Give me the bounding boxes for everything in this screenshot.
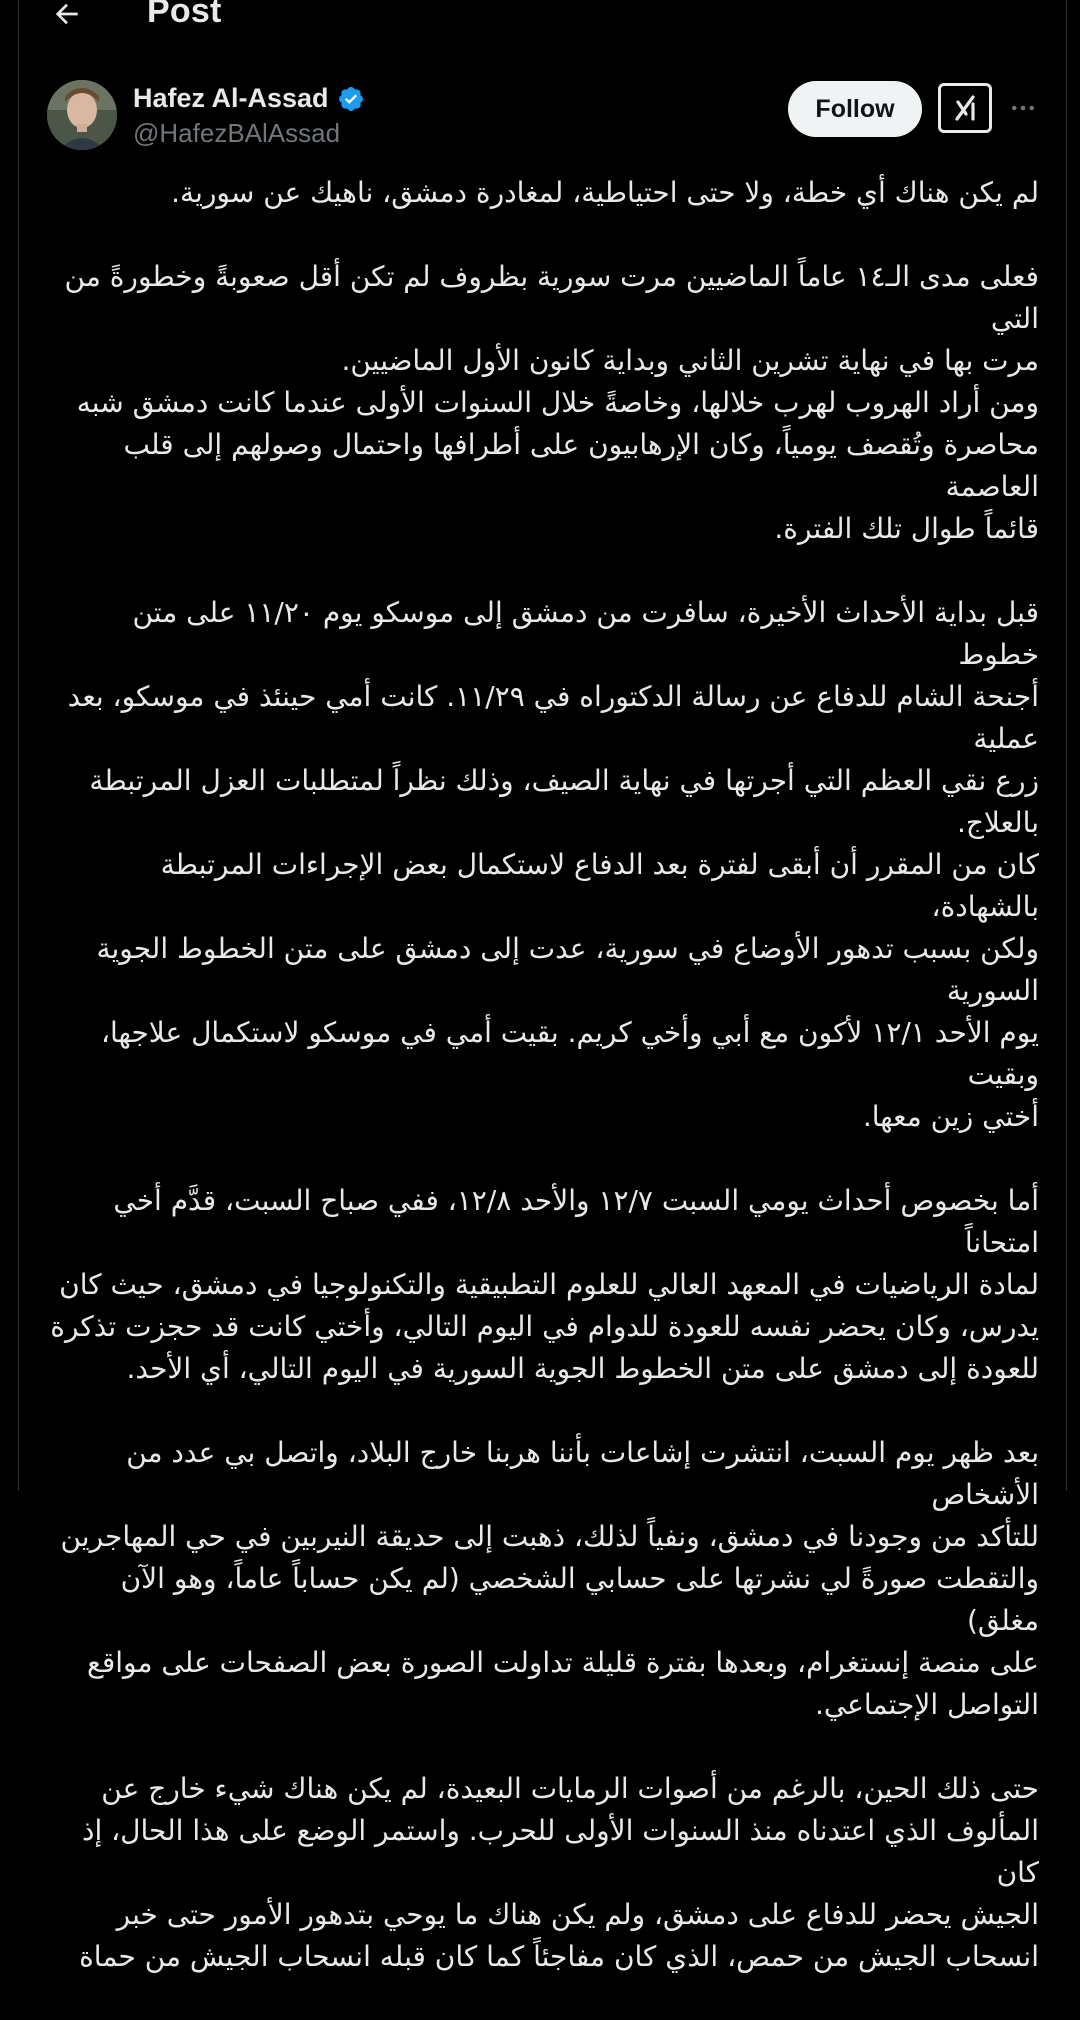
post-paragraph-2: فعلى مدى الـ١٤ عاماً الماضيين مرت سورية بظروف لم تكن أقل صعوبةً وخطورةً من التي مرت بها في نهاية تشرين الثاني وبداية كانون الأول الماضيين. ومن أراد الهروب لهرب خلالها، وخاصةً خلال السنوات الأولى عندما كانت دمشق شبه محاصرة وتُقصف يومياً، وكان الإرهابيون على أطرافها واحتمال وصولهم إلى قلب العاصمة قائماً طوال تلك الفترة. bbox=[64, 260, 1039, 545]
top-bar bbox=[19, 0, 1066, 40]
follow-button[interactable]: Follow bbox=[788, 81, 922, 137]
post-paragraph-6: حتى ذلك الحين، بالرغم من أصوات الرمايات البعيدة، لم يكن هناك شيء خارج عن المألوف الذي اعتدناه منذ السنوات الأولى للحرب. واستمر الوضع على هذا الحال، إذ كان الجيش يحضر للدفاع على دمشق، ولم يكن هناك ما يوحي بتدهور الأمور حتى خبر انسحاب الجيش من حمص، الذي كان مفاجئاً كما كان قبله انسحاب الجيش من حماة bbox=[79, 1772, 1039, 1973]
more-horizontal-icon bbox=[1008, 93, 1038, 123]
post-paragraph-5: بعد ظهر يوم السبت، انتشرت إشاعات بأننا هربنا خارج البلاد، واتصل بي عدد من الأشخاص للتأكد من وجودنا في دمشق، ونفياً لذلك، ذهبت إلى حديقة النيربين في حي المهاجرين والتقطت صورةً لي نشرتها على حسابي الشخصي (لم يكن حساباً عاماً، وهو الآن مغلق) على منصة إنستغرام، وبعدها بفترة قليلة تداولت الصورة بعض الصفحات على مواقع التواصل الإجتماعي. bbox=[60, 1436, 1039, 1721]
back-button[interactable] bbox=[49, 0, 85, 32]
post-paragraph-1: لم يكن هناك أي خطة، ولا حتى احتياطية، لمغادرة دمشق، ناهيك عن سورية. bbox=[171, 176, 1039, 209]
author-display-name[interactable]: Hafez Al-Assad bbox=[133, 83, 329, 113]
avatar[interactable] bbox=[47, 80, 117, 150]
post-text bbox=[49, 172, 1039, 2020]
avatar-image bbox=[47, 80, 117, 150]
more-options-button[interactable] bbox=[1005, 90, 1041, 126]
post-paragraph-4: أما بخصوص أحداث يومي السبت ١٢/٧ والأحد ١٢/٨، ففي صباح السبت، قدَّم أخي امتحاناً لمادة الرياضيات في المعهد العالي للعلوم التطبيقية والتكنولوجيا في دمشق، حيث كان يدرس، وكان يحضر نفسه للعودة للدوام في اليوم التالي، وأختي كانت قد حجزت تذكرة للعودة إلى دمشق على متن الخطوط الجوية السورية في اليوم التالي، أي الأحد. bbox=[50, 1184, 1039, 1385]
post-page bbox=[18, 0, 1067, 1973]
arrow-left-icon bbox=[51, 0, 83, 30]
grok-icon bbox=[949, 92, 981, 124]
post-paragraph-3: قبل بداية الأحداث الأخيرة، سافرت من دمشق إلى موسكو يوم ١١/٢٠ على متن خطوط أجنحة الشام للدفاع عن رسالة الدكتوراه في ١١/٢٩. كانت أمي حينئذ في موسكو، بعد عملية زرع نقي العظم التي أجرتها في نهاية الصيف، وذلك نظراً لمتطلبات العزل المرتبطة بالعلاج. كان من المقرر أن أبقى لفترة بعد الدفاع لاستكمال بعض الإجراءات المرتبطة بالشهادة، ولكن بسبب تدهور الأوضاع في سورية، عدت إلى دمشق على متن الخطوط الجوية السورية يوم الأحد ١٢/١ لأكون مع أبي وأخي كريم. بقيت أمي في موسكو لاستكمال علاجها، وبقيت أختي زين معها. bbox=[67, 596, 1039, 1133]
author-row bbox=[47, 80, 1037, 152]
verified-badge-icon bbox=[337, 85, 365, 113]
author-handle[interactable]: @HafezBAlAssad bbox=[133, 118, 341, 148]
grok-button[interactable] bbox=[938, 83, 992, 133]
name-row bbox=[133, 83, 365, 114]
page-title: Post bbox=[147, 0, 222, 30]
